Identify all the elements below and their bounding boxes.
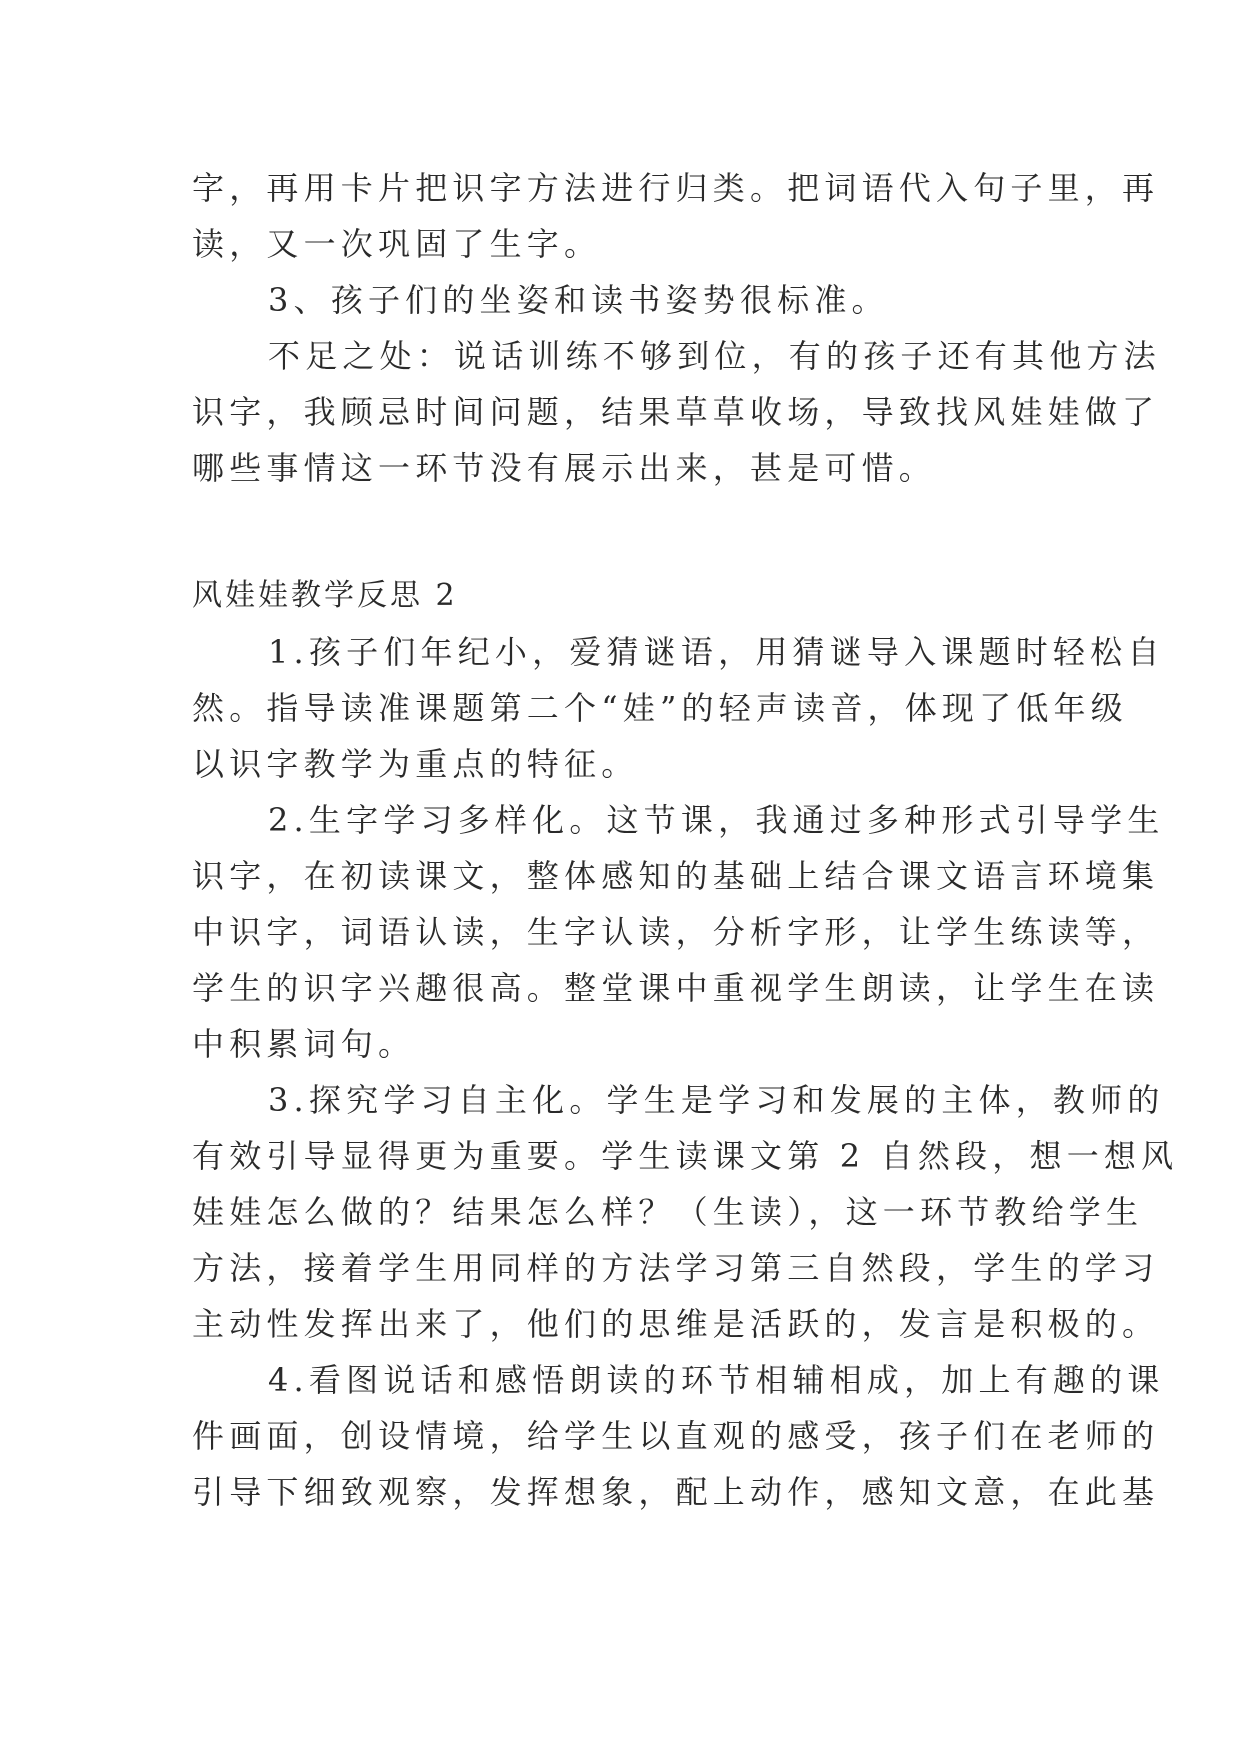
paragraph-line: 中识字，词语认读，生字认读，分析字形，让学生练读等， (192, 913, 1160, 951)
paragraph-line: 学生的识字兴趣很高。整堂课中重视学生朗读，让学生在读 (192, 969, 1160, 1007)
paragraph-line: 3、孩子们的坐姿和读书姿势很标准。 (268, 281, 889, 319)
paragraph-line: 哪些事情这一环节没有展示出来，甚是可惜。 (192, 449, 937, 487)
paragraph-line: 2.生字学习多样化。这节课，我通过多种形式引导学生 (268, 801, 1165, 839)
section-title: 风娃娃教学反思 2 (192, 578, 458, 613)
paragraph-line: 1.孩子们年纪小，爱猜谜语，用猜谜导入课题时轻松自 (268, 633, 1165, 671)
paragraph-line: 方法，接着学生用同样的方法学习第三自然段，学生的学习 (192, 1249, 1160, 1287)
section-1-text (192, 160, 1161, 496)
paragraph-line: 娃娃怎么做的？结果怎么样？（生读），这一环节教给学生 (192, 1193, 1144, 1231)
paragraph-line: 然。指导读准课题第二个“娃”的轻声读音，体现了低年级 (192, 689, 1128, 727)
paragraph-line: 3.探究学习自主化。学生是学习和发展的主体，教师的 (268, 1081, 1165, 1119)
paragraph-line: 字，再用卡片把识字方法进行归类。把词语代入句子里，再 (192, 169, 1160, 207)
paragraph-line: 件画面，创设情境，给学生以直观的感受，孩子们在老师的 (192, 1417, 1160, 1455)
paragraph-line: 读，又一次巩固了生字。 (192, 225, 602, 263)
paragraph-line: 主动性发挥出来了，他们的思维是活跃的，发言是积极的。 (192, 1305, 1160, 1343)
paragraph-line: 中积累词句。 (192, 1025, 416, 1063)
paragraph-line: 有效引导显得更为重要。学生读课文第 2 自然段，想一想风 (192, 1137, 1179, 1175)
paragraph-line: 识字，我顾忌时间问题，结果草草收场，导致找风娃娃做了 (192, 393, 1160, 431)
paragraph-line: 引导下细致观察，发挥想象，配上动作，感知文意，在此基 (192, 1473, 1160, 1511)
section-2-text (192, 568, 1179, 1520)
paragraph-line: 以识字教学为重点的特征。 (192, 745, 639, 783)
paragraph-line: 4.看图说话和感悟朗读的环节相辅相成，加上有趣的课 (268, 1361, 1165, 1399)
paragraph-line: 识字，在初读课文，整体感知的基础上结合课文语言环境集 (192, 857, 1160, 895)
paragraph-line: 不足之处：说话训练不够到位，有的孩子还有其他方法 (268, 337, 1161, 375)
